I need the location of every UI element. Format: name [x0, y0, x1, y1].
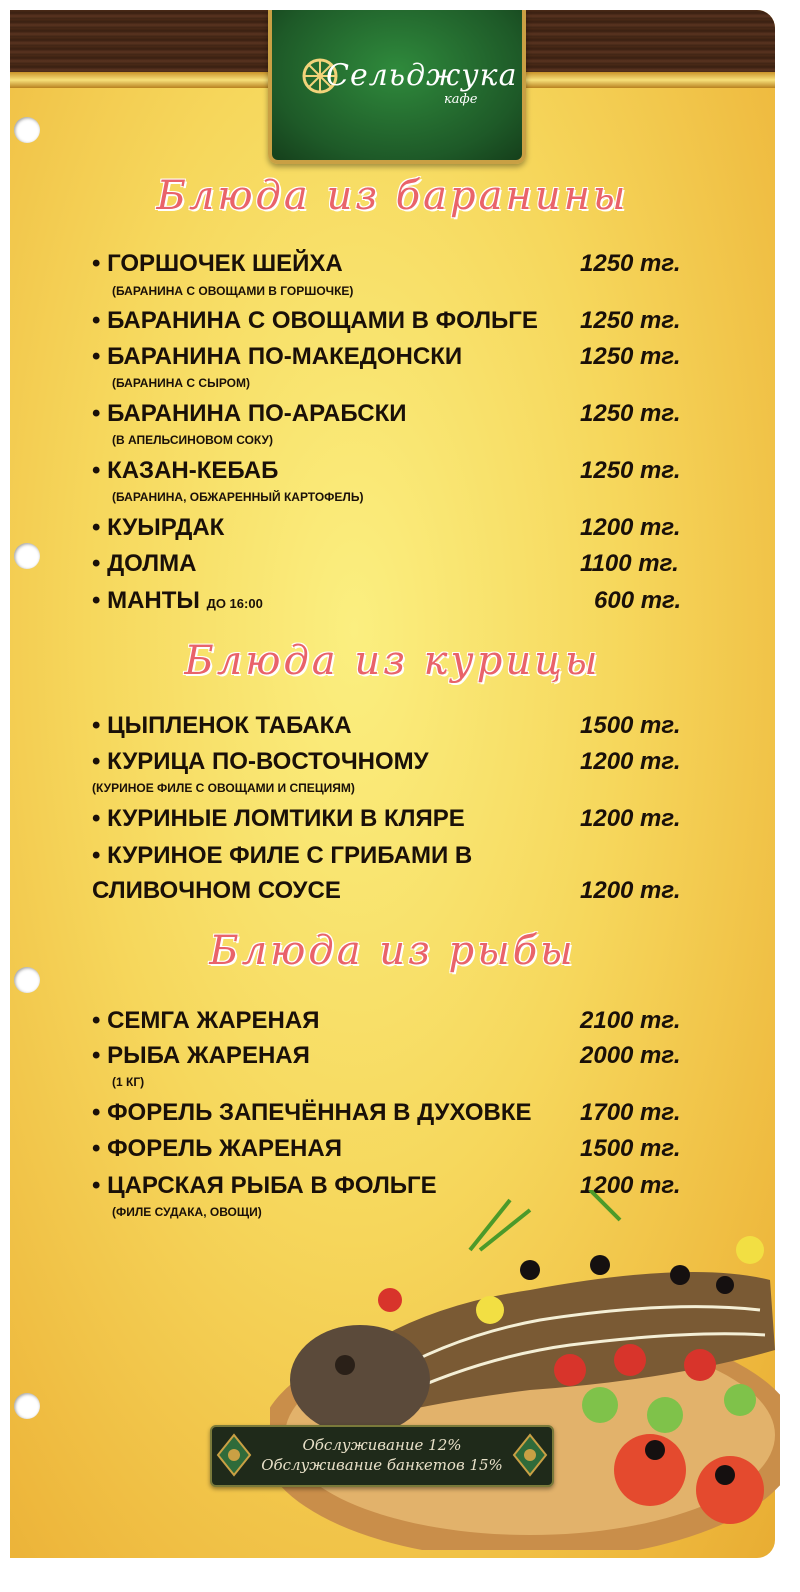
item-price: 1250 тг. [580, 400, 681, 427]
item-price: 2100 тг. [580, 1007, 681, 1034]
item-price: 1250 тг. [580, 343, 681, 370]
item-price: 600 тг. [594, 587, 682, 614]
banquet-charge-line: Обслуживание банкетов 15% [261, 1456, 503, 1474]
item-price: 1200 тг. [580, 748, 681, 775]
item-price: 1100 тг. [580, 550, 679, 577]
item-name: • КУРИНОЕ ФИЛЕ С ГРИБАМИ В [92, 842, 473, 869]
item-note: (БАРАНИНА, ОБЖАРЕННЫЙ КАРТОФЕЛЬ) [112, 490, 364, 504]
item-price: 1200 тг. [580, 514, 681, 541]
ornament-icon [216, 1433, 252, 1477]
item-name: • БАРАНИНА С ОВОЩАМИ В ФОЛЬГЕ [92, 307, 538, 334]
logo-panel [268, 10, 526, 164]
binder-hole [14, 117, 40, 143]
item-name: • КУЫРДАК [92, 514, 225, 541]
item-price: 1200 тг. [580, 805, 681, 832]
brand-subtitle: кафе [444, 92, 478, 107]
service-charge-line: Обслуживание 12% [302, 1436, 462, 1454]
item-name: • ФОРЕЛЬ ЗАПЕЧЁННАЯ В ДУХОВКЕ [92, 1099, 532, 1126]
service-charge-plaque [210, 1425, 554, 1487]
item-name: • ЦЫПЛЕНОК ТАБАКА [92, 712, 352, 739]
item-name: • БАРАНИНА ПО-АРАБСКИ [92, 400, 407, 427]
item-note: (1 КГ) [112, 1075, 145, 1089]
item-price: 1250 тг. [580, 457, 681, 484]
item-inline-note: ДО 16:00 [206, 596, 263, 611]
item-name [92, 587, 263, 615]
item-name: • РЫБА ЖАРЕНАЯ [92, 1042, 310, 1069]
item-price: 1250 тг. [580, 307, 681, 334]
section-title-fish: Блюда из рыбы [209, 928, 576, 974]
item-name: • КУРИНЫЕ ЛОМТИКИ В КЛЯРЕ [92, 805, 465, 832]
item-name: • БАРАНИНА ПО-МАКЕДОНСКИ [92, 343, 463, 370]
brand-name: Сельджука [326, 58, 518, 93]
item-name: • ЦАРСКАЯ РЫБА В ФОЛЬГЕ [92, 1172, 437, 1199]
section-title-lamb: Блюда из баранины [156, 173, 629, 219]
item-note: (БАРАНИНА С СЫРОМ) [112, 376, 250, 390]
item-price: 1250 тг. [580, 250, 681, 277]
section-title-chicken: Блюда из курицы [184, 638, 601, 684]
item-note: (БАРАНИНА С ОВОЩАМИ В ГОРШОЧКЕ) [112, 284, 354, 298]
item-name-line2: СЛИВОЧНОМ СОУСЕ [92, 877, 341, 904]
item-price: 1200 тг. [580, 877, 681, 904]
binder-hole [14, 1393, 40, 1419]
item-name: • КУРИЦА ПО-ВОСТОЧНОМУ [92, 748, 429, 775]
item-name: • СЕМГА ЖАРЕНАЯ [92, 1007, 320, 1034]
item-price: 1500 тг. [580, 712, 681, 739]
ornament-icon [512, 1433, 548, 1477]
item-name: • ГОРШОЧЕК ШЕЙХА [92, 250, 343, 277]
fish-dish-image [270, 1190, 780, 1550]
item-name: • ФОРЕЛЬ ЖАРЕНАЯ [92, 1135, 342, 1162]
item-note: (КУРИНОЕ ФИЛЕ С ОВОЩАМИ И СПЕЦИЯМ) [92, 781, 355, 795]
item-price: 1700 тг. [580, 1099, 681, 1126]
item-note: (В АПЕЛЬСИНОВОМ СОКУ) [112, 433, 273, 447]
item-price: 2000 тг. [580, 1042, 681, 1069]
item-price: 1200 тг. [580, 1172, 681, 1199]
item-name-text: • МАНТЫ [92, 587, 200, 614]
item-name: • ДОЛМА [92, 550, 197, 577]
item-name: • КАЗАН-КЕБАБ [92, 457, 279, 484]
item-price: 1500 тг. [580, 1135, 681, 1162]
item-note: (ФИЛЕ СУДАКА, ОВОЩИ) [112, 1205, 262, 1219]
binder-hole [14, 543, 40, 569]
